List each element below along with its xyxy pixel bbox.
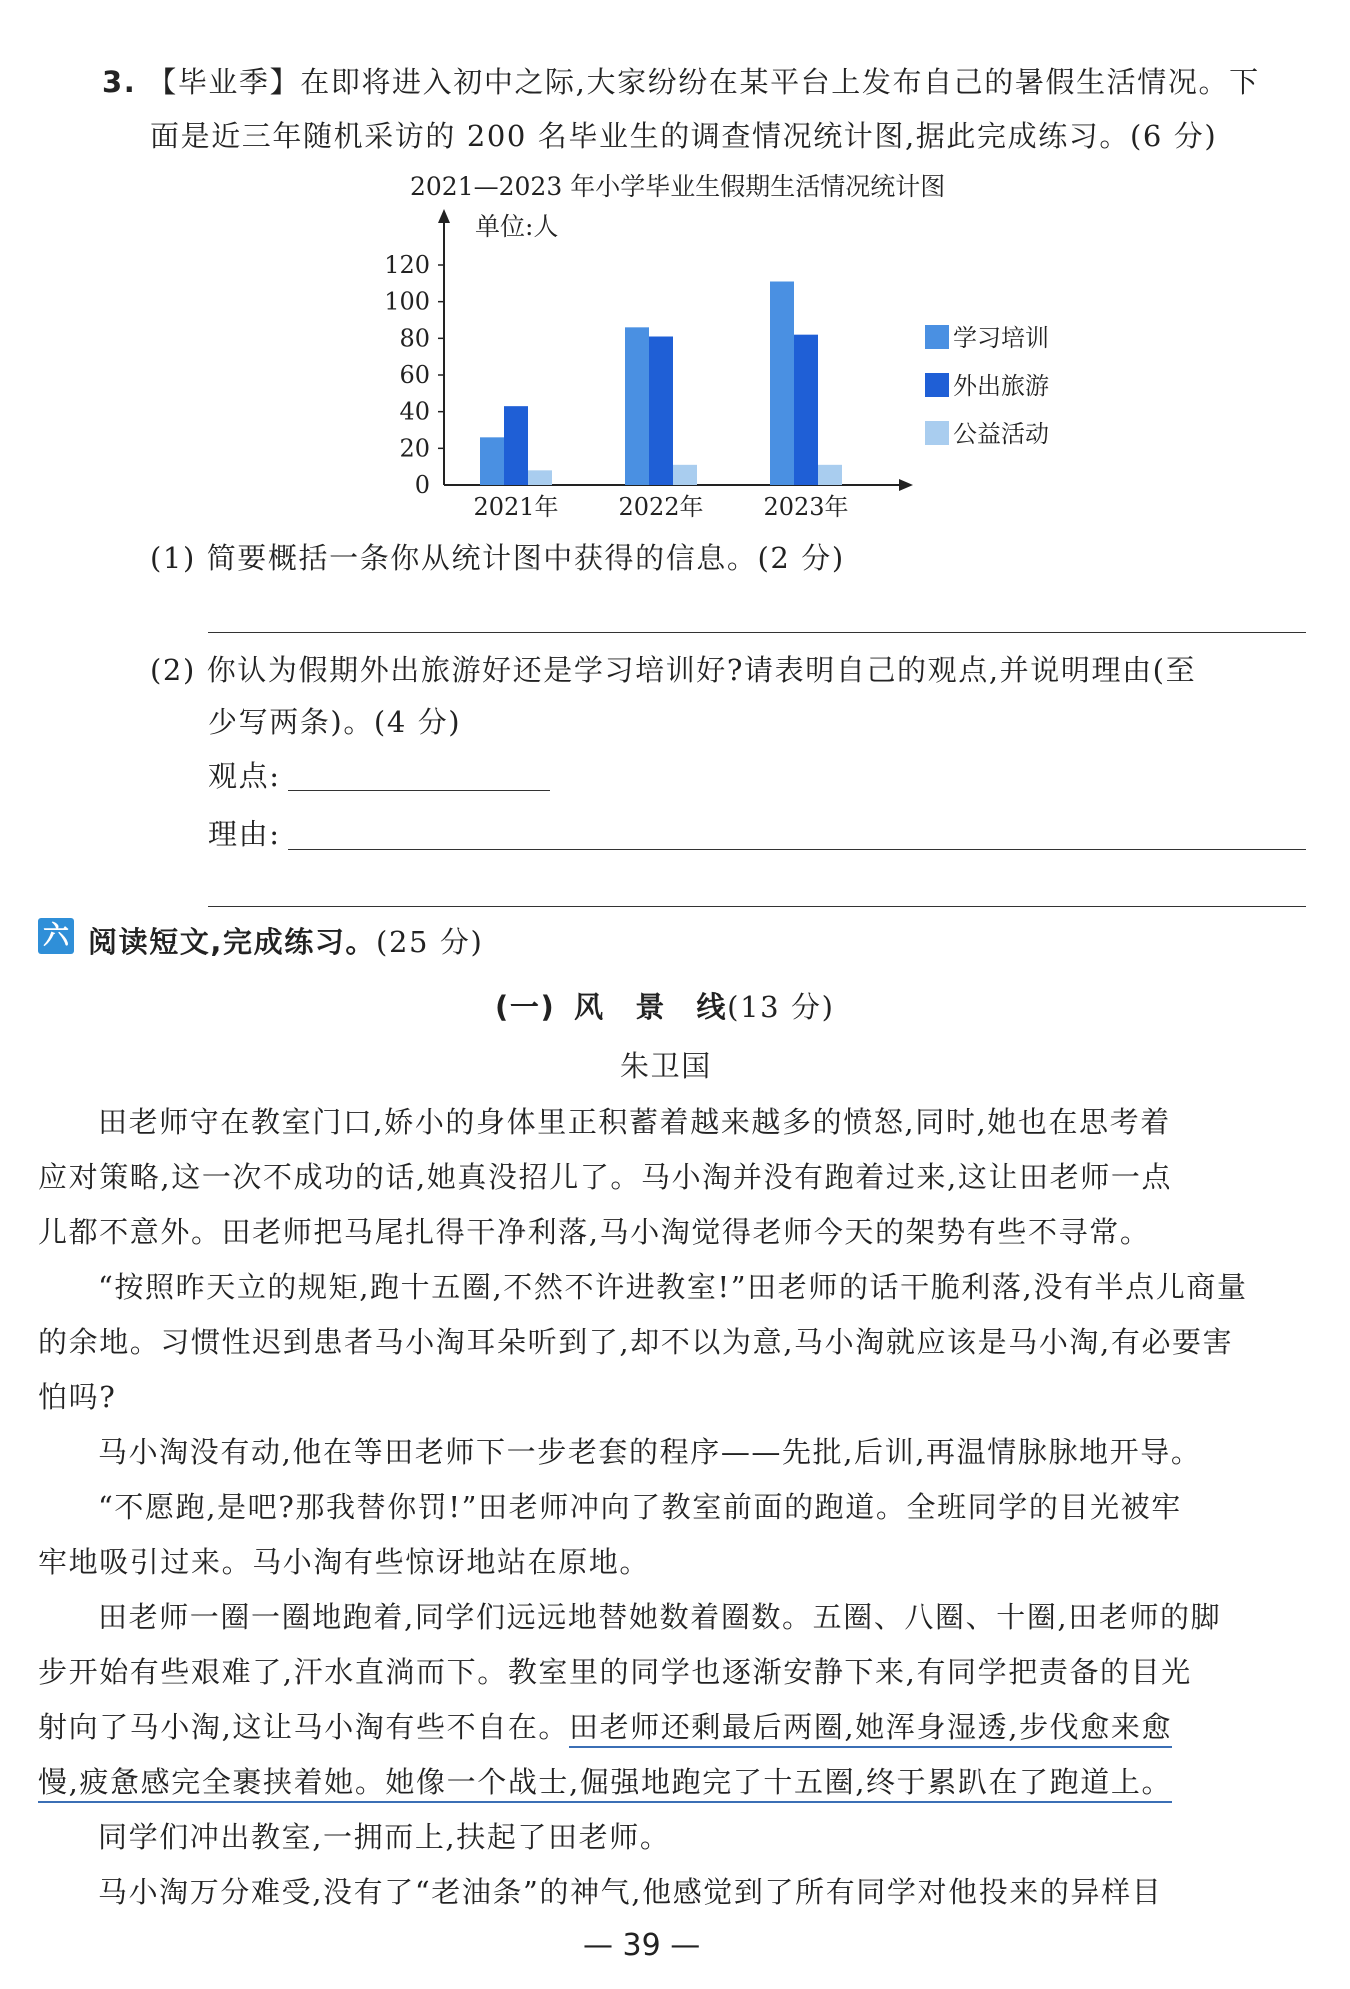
passage-line: 牢地吸引过来。马小淘有些惊讶地站在原地。 (38, 1545, 651, 1579)
passage-line: 的余地。习惯性迟到患者马小淘耳朵听到了,却不以为意,马小淘就应该是马小淘,有必要害 (38, 1325, 1234, 1359)
passage-line: 应对策略,这一次不成功的话,她真没招儿了。马小淘并没有跑着过来,这让田老师一点 (38, 1160, 1173, 1194)
y-tick-label: 60 (399, 361, 430, 389)
passage-line: 马小淘万分难受,没有了“老油条”的神气,他感觉到了所有同学对他投来的异样目 (98, 1875, 1163, 1909)
passage-line: “按照昨天立的规矩,跑十五圈,不然不许进教室!”田老师的话干脆利落,没有半点儿商量 (98, 1270, 1248, 1304)
question-tag: 【毕业季】 (147, 65, 301, 99)
bar-外出旅游-2021年 (504, 406, 528, 485)
passage-line: 同学们冲出教室,一拥而上,扶起了田老师。 (98, 1820, 671, 1854)
underlined-sentence-part-2: 慢,疲惫感完全裹挟着她。她像一个战士,倔强地跑完了十五圈,终于累趴在了跑道上。 (38, 1765, 1172, 1803)
answer-line-1[interactable] (208, 632, 1306, 633)
legend-label: 公益活动 (953, 420, 1049, 448)
legend-label: 学习培训 (953, 324, 1049, 352)
chart-unit-label: 单位:人 (475, 212, 559, 241)
bar-外出旅游-2022年 (649, 337, 673, 486)
viewpoint-label: 观点: (208, 759, 281, 793)
bar-学习培训-2022年 (625, 327, 649, 485)
passage-title (495, 985, 835, 1026)
section-title: 阅读短文,完成练习。 (88, 925, 377, 959)
bar-外出旅游-2023年 (794, 335, 818, 485)
question-number: 3. (102, 65, 137, 99)
passage-title-number: (一) (495, 990, 556, 1024)
passage-line-underlined (38, 1760, 1172, 1801)
passage-line: 步开始有些艰难了,汗水直淌而下。教室里的同学也逐渐安静下来,有同学把责备的目光 (38, 1655, 1192, 1689)
bar-学习培训-2023年 (770, 282, 794, 486)
passage-title-text: 风 景 线 (574, 990, 728, 1024)
legend-swatch (925, 421, 949, 445)
passage-line: 马小淘没有动,他在等田老师下一步老套的程序——先批,后训,再温情脉脉地开导。 (98, 1435, 1202, 1469)
y-tick-label: 0 (414, 471, 430, 499)
sub-question-1: (1) 简要概括一条你从统计图中获得的信息。(2 分) (150, 541, 845, 575)
reason-answer-line-1[interactable] (288, 849, 1306, 850)
passage-line: 怕吗? (38, 1380, 117, 1414)
page-number: — 39 — (583, 1928, 701, 1963)
underlined-sentence-part-1: 田老师还剩最后两圈,她浑身湿透,步伐愈来愈 (569, 1710, 1172, 1748)
reason-answer-line-2[interactable] (208, 906, 1306, 907)
sub-question-2-line-1: (2) 你认为假期外出旅游好还是学习培训好?请表明自己的观点,并说明理由(至 (150, 653, 1197, 687)
sub-question-2-line-2: 少写两条)。(4 分) (208, 705, 462, 739)
passage-line: 田老师守在教室门口,娇小的身体里正积蓄着越来越多的愤怒,同时,她也在思考着 (98, 1105, 1171, 1139)
question-3-line-1-text: 在即将进入初中之际,大家纷纷在某平台上发布自己的暑假生活情况。下 (300, 65, 1260, 99)
x-tick-label: 2021年 (473, 493, 559, 521)
passage-author: 朱卫国 (620, 1049, 712, 1083)
bar-公益活动-2023年 (818, 465, 842, 485)
question-3-line-1 (102, 60, 1260, 101)
y-tick-label: 120 (384, 251, 430, 279)
passage-line: “不愿跑,是吧?那我替你罚!”田老师冲向了教室前面的跑道。全班同学的目光被牢 (98, 1490, 1182, 1524)
y-tick-label: 40 (399, 397, 430, 426)
viewpoint-answer-line[interactable] (288, 790, 550, 791)
bar-公益活动-2021年 (528, 470, 552, 485)
legend-swatch (925, 325, 949, 349)
passage-line-mixed (38, 1705, 1172, 1746)
chart-legend (925, 324, 1049, 448)
bar-公益活动-2022年 (673, 465, 697, 485)
section-badge: 六 (38, 918, 74, 954)
y-axis-arrow (438, 209, 450, 223)
legend-swatch (925, 373, 949, 397)
chart-title: 2021—2023 年小学毕业生假期生活情况统计图 (410, 172, 946, 201)
bar-学习培训-2021年 (480, 437, 504, 485)
section-6-header (88, 920, 483, 961)
x-tick-label: 2022年 (618, 493, 704, 521)
reason-label: 理由: (208, 817, 281, 851)
passage-title-points: (13 分) (727, 990, 835, 1024)
x-axis-arrow (899, 479, 913, 491)
passage-line: 儿都不意外。田老师把马尾扎得干净利落,马小淘觉得老师今天的架势有些不寻常。 (38, 1215, 1151, 1249)
x-tick-label: 2023年 (763, 493, 849, 521)
question-3-line-2: 面是近三年随机采访的 200 名毕业生的调查情况统计图,据此完成练习。(6 分) (150, 119, 1218, 153)
section-points: (25 分) (376, 925, 484, 959)
y-tick-label: 80 (399, 324, 430, 353)
passage-line: 田老师一圈一圈地跑着,同学们远远地替她数着圈数。五圈、八圈、十圈,田老师的脚 (98, 1600, 1222, 1634)
y-tick-label: 20 (399, 434, 430, 463)
legend-label: 外出旅游 (953, 372, 1049, 400)
bar-chart (380, 165, 1110, 535)
y-tick-label: 100 (384, 287, 430, 316)
passage-line: 射向了马小淘,这让马小淘有些不自在。 (38, 1710, 570, 1744)
